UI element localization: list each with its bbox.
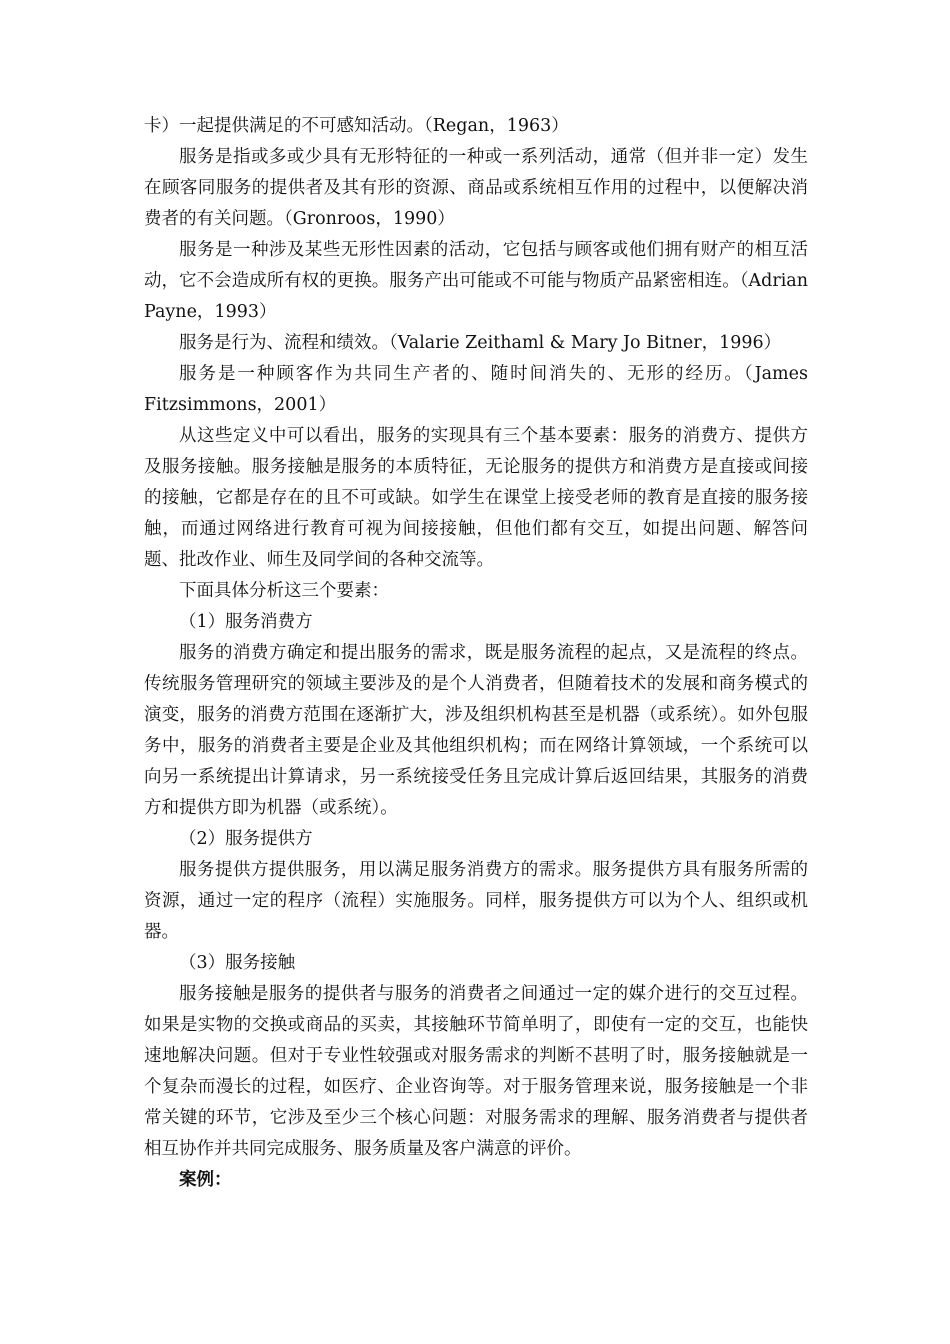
section-heading-provider: （2）服务提供方: [179, 829, 313, 849]
document-page: [144, 111, 808, 1196]
paragraph-regan-definition: 卡）一起提供满足的不可感知活动。（Regan，1963）: [144, 116, 569, 136]
paragraph-payne-definition: 服务是一种涉及某些无形性因素的活动，它包括与顾客或他们拥有财产的相互活动，它不会造成所有权的更换。服务产出可能或不可能与物质产品紧密相连。（Adrian Payne，1993）: [144, 240, 808, 322]
paragraph-fitzsimmons-definition: 服务是一种顾客作为共同生产者的、随时间消失的、无形的经历。（James Fitzsimmons，2001）: [144, 364, 808, 415]
paragraph-analysis-intro: 下面具体分析这三个要素：: [179, 581, 389, 601]
section-heading-encounter: （3）服务接触: [179, 953, 296, 973]
paragraph-gronroos-definition: 服务是指或多或少具有无形特征的一种或一系列活动，通常（但并非一定）发生在顾客同服务的提供者及其有形的资源、商品或系统相互作用的过程中，以便解决消费者的有关问题。（Gronroos，1990）: [144, 147, 808, 229]
paragraph-encounter: 服务接触是服务的提供者与服务的消费者之间通过一定的媒介进行的交互过程。如果是实物的交换或商品的买卖，其接触环节简单明了，即使有一定的交互，也能快速地解决问题。但对于专业性较强或对服务需求的判断不甚明了时，服务接触就是一个复杂而漫长的过程，如医疗、企业咨询等。对于服务管理来说，服务接触是一个非常关键的环节，它涉及至少三个核心问题：对服务需求的理解、服务消费者与提供者相互协作并共同完成服务、服务质量及客户满意的评价。: [144, 984, 808, 1159]
paragraph-three-elements: 从这些定义中可以看出，服务的实现具有三个基本要素：服务的消费方、提供方及服务接触。服务接触是服务的本质特征，无论服务的提供方和消费方是直接或间接的接触，它都是存在的且不可或缺。如学生在课堂上接受老师的教育是直接的服务接触，而通过网络进行教育可视为间接接触，但他们都有交互，如提出问题、解答问题、批改作业、师生及同学间的各种交流等。: [144, 426, 808, 570]
case-label: 案例：: [179, 1170, 232, 1190]
section-heading-consumer: （1）服务消费方: [179, 612, 313, 632]
paragraph-provider: 服务提供方提供服务，用以满足服务消费方的需求。服务提供方具有服务所需的资源，通过一定的程序（流程）实施服务。同样，服务提供方可以为个人、组织或机器。: [144, 860, 808, 942]
paragraph-consumer: 服务的消费方确定和提出服务的需求，既是服务流程的起点，又是流程的终点。传统服务管理研究的领域主要涉及的是个人消费者，但随着技术的发展和商务模式的演变，服务的消费方范围在逐渐扩大，涉及组织机构甚至是机器（或系统）。如外包服务中，服务的消费者主要是企业及其他组织机构；而在网络计算领域，一个系统可以向另一系统提出计算请求，另一系统接受任务且完成计算后返回结果，其服务的消费方和提供方即为机器（或系统）。: [144, 643, 808, 818]
paragraph-zeithaml-definition: 服务是行为、流程和绩效。（Valarie Zeithaml & Mary Jo Bitner，1996）: [179, 333, 782, 353]
